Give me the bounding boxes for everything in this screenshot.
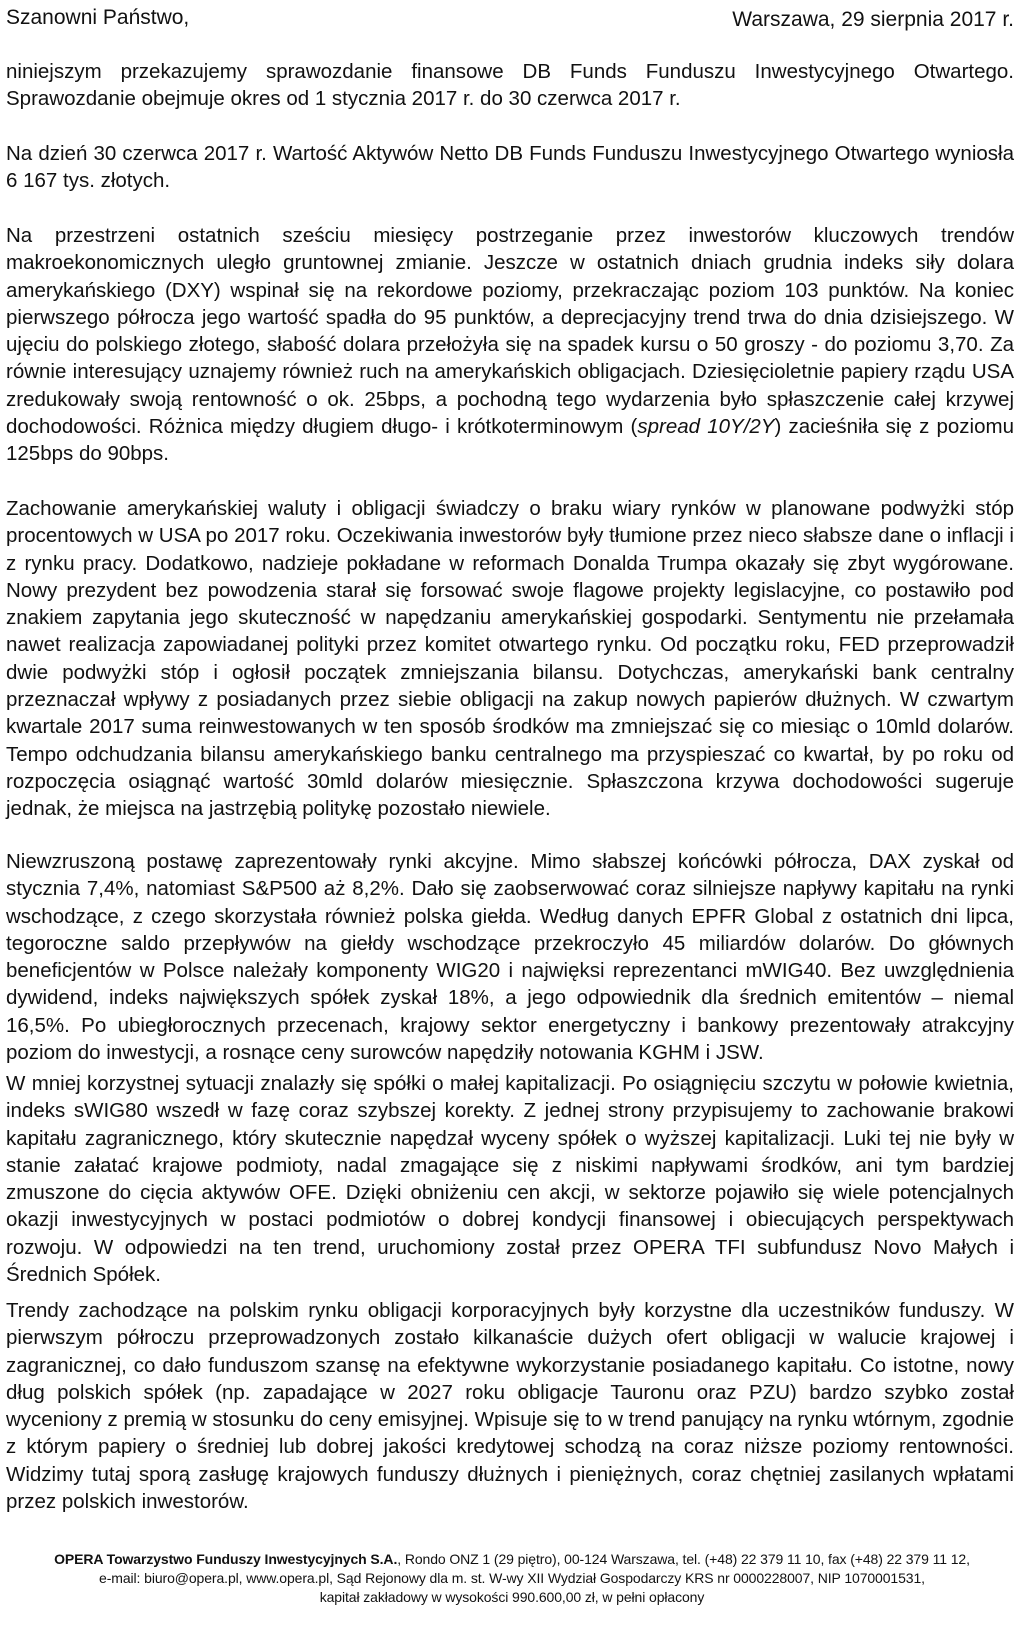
paragraph-corporate-bonds: Trendy zachodzące na polskim rynku obligacji korporacyjnych były korzystne dla uczestników funduszy. W pierwszym półroczu przeprowadzonych zostało kilkanaście dużych ofert obligacji w walucie krajowej i zagranicznej, co dało funduszom szansę na efektywne wykorzystanie posiadanego kapitału. Co istotne, nowy dług polskich spółek (np. zapadające w 2027 roku obligacje Tauronu oraz PZU) bardzo szybko został wyceniony z premią w stosunku do ceny emisyjnej. Wpisuje się to w trend panujący na rynku wtórnym, zgodnie z którym papiery o średniej lub dobrej jakości kredytowej schodzą na coraz niższe poziomy rentowności. Widzimy tutaj sporą zasługę krajowych funduszy dłużnych i pieniężnych, coraz chętniej zasilanych wpłatami przez polskich inwestorów.: [6, 1299, 1014, 1514]
greeting: Szanowni Państwo,: [6, 6, 190, 29]
paragraph-macro-trends-tail: ) zacieśniła się z poziomu 125bps do 90bps.: [6, 415, 1014, 466]
paragraph-macro-trends-text: Na przestrzeni ostatnich sześciu miesięcy postrzeganie przez inwestorów kluczowych trendów makroekonomicznych uległo gruntownej zmianie. Jeszcze w ostatnich dniach grudnia indeks siły dolara amerykańskiego (DXY) wspinał się na rekordowe poziomy, przekraczając poziom 103 punktów. Na koniec pierwszego półrocza jego wartość spadła do 95 punktów, a deprecjacyjny trend trwa do dnia dzisiejszego. W ujęciu do polskiego złotego, słabość dolara przełożyła się na spadek kursu o 50 groszy - do poziomu 3,70. Za równie interesujący uznajemy również ruch na amerykańskich obligacjach. Dziesięcioletnie papiery rządu USA zredukowały swoją rentowność o ok. 25bps, a pochodną tego wydarzenia było spłaszczenie całej krzywej dochodowości. Różnica między długiem długo- i krótkoterminowym (: [6, 224, 1014, 439]
paragraph-usd-bonds: Zachowanie amerykańskiej waluty i obligacji świadczy o braku wiary rynków w planowane podwyżki stóp procentowych w USA po 2017 roku. Oczekiwania inwestorów były tłumione przez nieco słabsze dane o inflacji i z rynku pracy. Dodatkowo, nadzieje pokładane w reformach Donalda Trumpa okazały się zbyt wygórowane. Nowy prezydent bez powodzenia starał się forsować swoje flagowe projekty legislacyjne, co postawiło pod znakiem zapytania jego skuteczność w napędzaniu amerykańskiej gospodarki. Sentymentu nie przełamała nawet realizacja zapowiadanej polityki przez komitet otwartego rynku. Od początku roku, FED przeprowadził dwie podwyżki stóp i ogłosił początek zmniejszania bilansu. Dotychczas, amerykański bank centralny przeznaczał wpływy z posiadanych przez siebie obligacji na zakup nowych papierów dłużnych. W czwartym kwartale 2017 suma reinwestowanych w ten sposób środków ma zmniejszać się co miesiąc o 10mld dolarów. Tempo odchudzania bilansu amerykańskiego banku centralnego ma przyspieszać co kwartał, by po roku od rozpoczęcia osiągnąć wartość 30mld dolarów miesięcznie. Spłaszczona krzywa dochodowości sugeruje jednak, że miejsca na jastrzębią politykę pozostało niewiele.: [6, 497, 1014, 821]
place-and-date: Warszawa, 29 sierpnia 2017 r.: [732, 8, 1014, 31]
paragraph-intro: niniejszym przekazujemy sprawozdanie finansowe DB Funds Funduszu Inwestycyjnego Otwartego. Sprawozdanie obejmuje okres od 1 stycznia 2017 r. do 30 czerwca 2017 r.: [6, 60, 1014, 111]
paragraph-net-assets: Na dzień 30 czerwca 2017 r. Wartość Aktywów Netto DB Funds Funduszu Inwestycyjnego Otwartego wyniosła 6 167 tys. złotych.: [6, 142, 1014, 193]
footer-line-2: e-mail: biuro@opera.pl, www.opera.pl, Sąd Rejonowy dla m. st. W-wy XII Wydział Gospodarczy KRS nr 0000228007, NIP 1070001531,: [99, 1570, 925, 1586]
company-name: OPERA Towarzystwo Funduszy Inwestycyjnych S.A.: [54, 1551, 398, 1567]
footer-line-3: kapitał zakładowy w wysokości 990.600,00 zł, w pełni opłacony: [319, 1589, 705, 1605]
paragraph-macro-trends: [6, 222, 1014, 468]
paragraph-equity-markets: Niewzruszoną postawę zaprezentowały rynki akcyjne. Mimo słabszej końcówki półrocza, DAX zyskał od stycznia 7,4%, natomiast S&P500 aż 8,2%. Dało się zaobserwować coraz silniejsze napływy kapitału na rynki wschodzące, z czego skorzystała również polska giełda. Według danych EPFR Global z ostatnich dni lipca, tegoroczne saldo przepływów na giełdy wschodzące przekroczyło 45 miliardów dolarów. Do głównych beneficjentów w Polsce należały komponenty WIG20 i najwięksi reprezentanci mWIG40. Bez uwzględnienia dywidend, indeks największych spółek zyskał 18%, a jego odpowiednik dla średnich emitentów – niemal 16,5%. Po ubiegłorocznych przecenach, krajowy sektor energetyczny i bankowy prezentowały atrakcyjny poziom do inwestycji, a rosnące ceny surowców napędziły notowania KGHM i JSW.: [6, 850, 1014, 1065]
company-footer: [0, 1550, 1024, 1607]
spread-term: spread 10Y/2Y: [637, 415, 775, 439]
footer-line-1: [0, 1550, 1024, 1569]
paragraph-small-caps: W mniej korzystnej sytuacji znalazły się spółki o małej kapitalizacji. Po osiągnięciu szczytu w połowie kwietnia, indeks sWIG80 wszedł w fazę coraz szybszej korekty. Z jednej strony przypisujemy to zachowanie brakowi kapitału zagranicznego, który skutecznie napędzał wyceny spółek o wyższej kapitalizacji. Luki tej nie były w stanie załatać krajowe podmioty, nadal zmagające się z niskimi napływami środków, ani tym bardziej zmuszone do cięcia aktywów OFE. Dzięki obniżeniu cen akcji, w sektorze pojawiło się wiele potencjalnych okazji inwestycyjnych w postaci podmiotów o dobrej kondycji finansowej i obiecujących perspektywach rozwoju. W odpowiedzi na ten trend, uruchomiony został przez OPERA TFI subfundusz Novo Małych i Średnich Spółek.: [6, 1072, 1014, 1287]
company-address: , Rondo ONZ 1 (29 piętro), 00-124 Warszawa, tel. (+48) 22 379 11 10, fax (+48) 22 379 11 12,: [397, 1551, 970, 1567]
